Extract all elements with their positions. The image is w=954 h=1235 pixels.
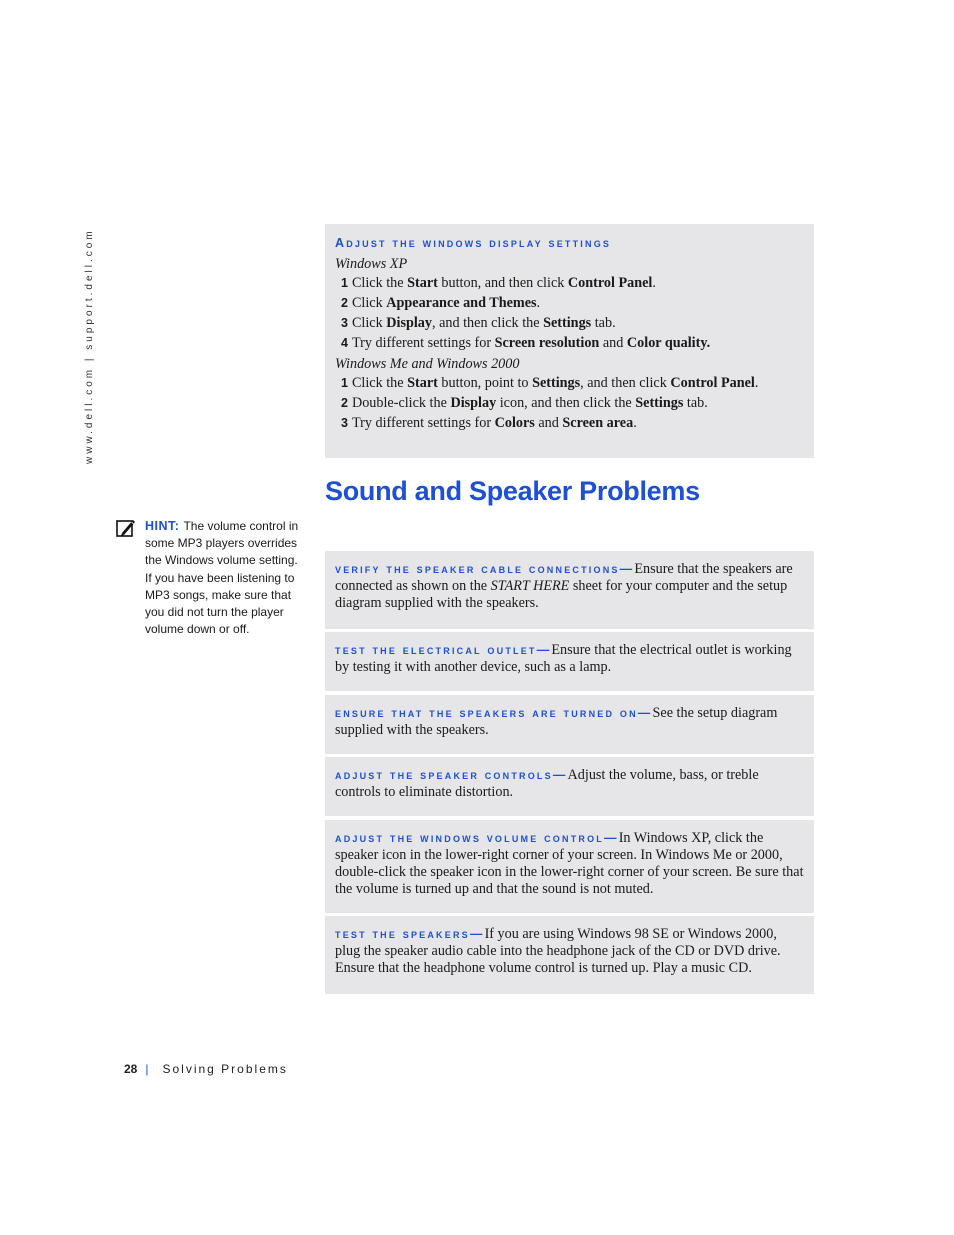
step-number: 1 — [341, 376, 348, 390]
xp-steps — [335, 275, 804, 352]
step-text: . — [652, 275, 656, 291]
step-emphasis: Appearance and Themes — [386, 295, 537, 311]
step-number: 1 — [341, 276, 348, 290]
item-heading: test the speakers— — [335, 927, 485, 941]
item-box — [325, 757, 814, 816]
list-item — [335, 275, 804, 292]
item-box — [325, 632, 814, 691]
step-text: and — [534, 415, 563, 431]
sidebar-url: www.dell.com | support.dell.com — [84, 228, 95, 464]
step-number: 3 — [341, 416, 348, 430]
list-item — [335, 415, 804, 432]
hint-label: HINT: — [145, 519, 180, 533]
step-number: 2 — [341, 296, 348, 310]
step-emphasis: Start — [407, 375, 438, 391]
step-text: tab. — [683, 395, 708, 411]
item-box — [325, 820, 814, 913]
step-text: icon, and then click the — [496, 395, 636, 411]
step-emphasis: Control Panel — [670, 375, 755, 391]
step-text: Double-click the — [351, 395, 451, 411]
item-heading: ensure that the speakers are turned on— — [335, 706, 653, 720]
item-box — [325, 916, 814, 994]
list-item — [335, 375, 804, 392]
display-settings-box — [325, 224, 814, 458]
step-emphasis: Settings — [532, 375, 581, 391]
me-steps — [335, 375, 804, 432]
list-item — [335, 335, 804, 352]
step-text: Click — [351, 315, 387, 331]
step-text: , and then click — [580, 375, 671, 391]
hint-text: The volume control in some MP3 players overrides the Windows volume setting. If you have been listening to MP3 songs, make sure that you did not turn the player volume down or off. — [145, 519, 299, 637]
item-box — [325, 551, 814, 629]
item-text: If you are using Windows 98 SE or Windows 2000, plug the speaker audio cable into the headphone jack of the CD or DVD drive. Ensure that the headphone volume control is turned up. Play a music CD. — [335, 926, 781, 976]
list-item — [335, 395, 804, 412]
step-emphasis: Display — [386, 315, 432, 331]
item-text: Ensure that the speakers are connected as shown on the — [335, 561, 793, 594]
step-text: button, point to — [437, 375, 533, 391]
item-heading: test the electrical outlet— — [335, 643, 552, 657]
step-text: . — [754, 375, 759, 391]
pencil-note-icon — [116, 518, 136, 538]
item-text: See the setup diagram supplied with the speakers. — [335, 705, 778, 738]
item-heading: adjust the speaker controls— — [335, 768, 568, 782]
step-emphasis: Settings — [635, 395, 684, 411]
hint-note — [116, 518, 306, 638]
step-text: tab. — [591, 315, 616, 331]
item-text: Adjust the volume, bass, or treble controls to eliminate distortion. — [335, 767, 759, 800]
list-item — [335, 295, 804, 312]
step-text: . — [536, 295, 541, 311]
step-text: , and then click the — [431, 315, 544, 331]
step-emphasis: Color quality. — [626, 335, 711, 351]
step-emphasis: Colors — [494, 415, 535, 431]
item-text: In Windows XP, click the speaker icon in the lower-right corner of your screen. In Windows Me or 2000, double-click the speaker icon in the lower-right corner of your screen. Be sure that the volume is turned up and that the sound is not muted. — [335, 830, 804, 897]
step-text: Click the — [351, 375, 408, 391]
step-number: 2 — [341, 396, 348, 410]
display-settings-heading: adjust the windows display settings — [335, 236, 612, 250]
step-text: button, and then click — [437, 275, 568, 291]
item-heading: adjust the windows volume control— — [335, 831, 619, 845]
step-text: Click the — [351, 275, 408, 291]
step-emphasis: Start — [407, 275, 438, 291]
step-text: and — [599, 335, 627, 351]
item-box — [325, 695, 814, 754]
step-emphasis: Screen area — [562, 415, 634, 431]
step-emphasis: Display — [450, 395, 497, 411]
step-text: Click — [351, 295, 387, 311]
item-text-end: sheet for your computer and the setup diagram supplied with the speakers. — [335, 578, 788, 611]
list-item — [335, 315, 804, 332]
footer-divider: | — [145, 1062, 149, 1076]
step-emphasis: Control Panel — [567, 275, 653, 291]
page-footer — [124, 1062, 288, 1076]
step-emphasis: Screen resolution — [494, 335, 600, 351]
item-heading: verify the speaker cable connections— — [335, 562, 635, 576]
step-emphasis: Settings — [543, 315, 592, 331]
footer-section: Solving Problems — [162, 1062, 288, 1076]
windows-xp-label: Windows XP — [335, 256, 408, 272]
section-title: Sound and Speaker Problems — [325, 476, 700, 506]
step-number: 4 — [341, 336, 348, 350]
item-text: Ensure that the electrical outlet is working by testing it with another device, such as a lamp. — [335, 642, 792, 675]
hint-body — [145, 518, 306, 638]
step-text: . — [633, 415, 637, 431]
step-text: Try different settings for — [351, 335, 495, 351]
item-italic: START HERE — [490, 578, 570, 594]
windows-me-label: Windows Me and Windows 2000 — [335, 356, 520, 372]
step-text: Try different settings for — [351, 415, 495, 431]
step-number: 3 — [341, 316, 348, 330]
page-number: 28 — [124, 1062, 138, 1076]
